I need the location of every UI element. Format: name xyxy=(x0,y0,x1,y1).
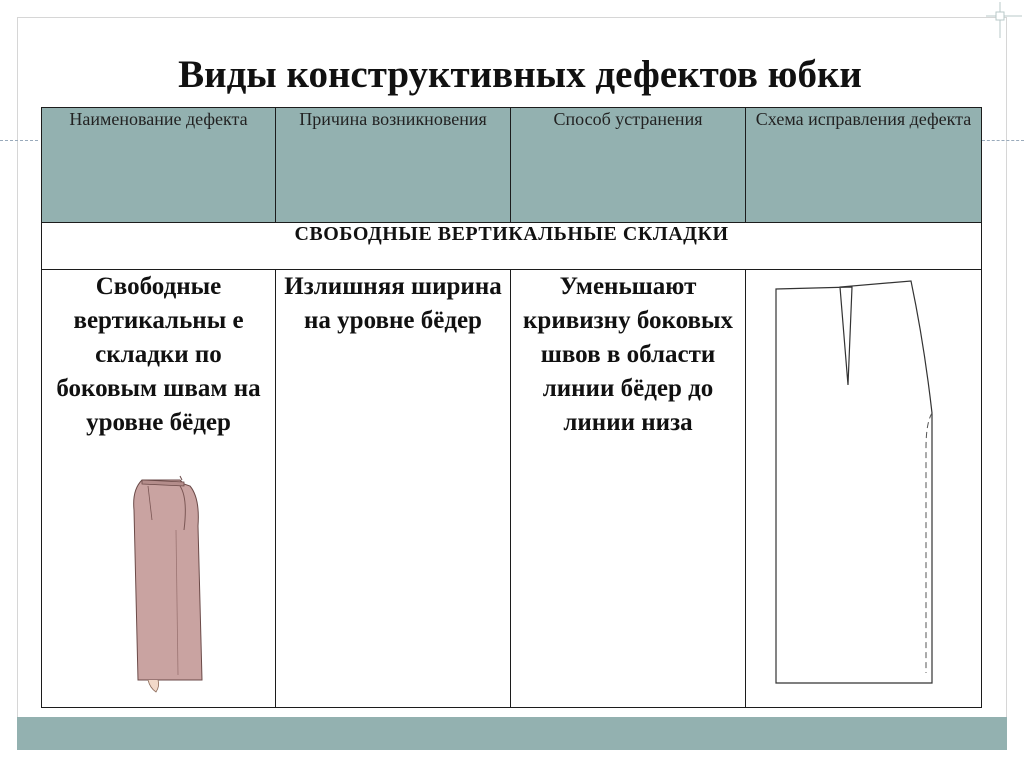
fix-text: Уменьшают кривизну боковых швов в области линии бёдер до линии низа xyxy=(523,273,733,436)
page-title: Виды конструктивных дефектов юбки xyxy=(178,53,862,96)
header-cause: Причина возникновения xyxy=(276,108,511,223)
guide-line-right xyxy=(982,140,1024,141)
table-row xyxy=(42,270,982,708)
skirt-pattern-diagram xyxy=(772,273,942,687)
header-defect-name: Наименование дефекта xyxy=(42,108,276,223)
cell-cause xyxy=(276,270,511,708)
cell-fix xyxy=(511,270,746,708)
defect-text: Свободные вертикальны е складки по боковым швам на уровне бёдер xyxy=(56,273,261,436)
guide-line-left xyxy=(0,140,38,141)
section-title: СВОБОДНЫЕ ВЕРТИКАЛЬНЫЕ СКЛАДКИ xyxy=(42,223,982,270)
cell-defect xyxy=(42,270,276,708)
skirt-illustration xyxy=(128,470,218,695)
cause-text: Излишняя ширина на уровне бёдер xyxy=(284,273,502,334)
defects-table xyxy=(41,107,982,708)
header-row xyxy=(42,108,982,223)
bottom-bar xyxy=(17,717,1007,750)
header-fix-method: Способ устранения xyxy=(511,108,746,223)
cell-scheme xyxy=(746,270,982,708)
corner-decoration xyxy=(986,2,1022,38)
section-row xyxy=(42,223,982,270)
header-correction-scheme: Схема исправления дефекта xyxy=(746,108,982,223)
